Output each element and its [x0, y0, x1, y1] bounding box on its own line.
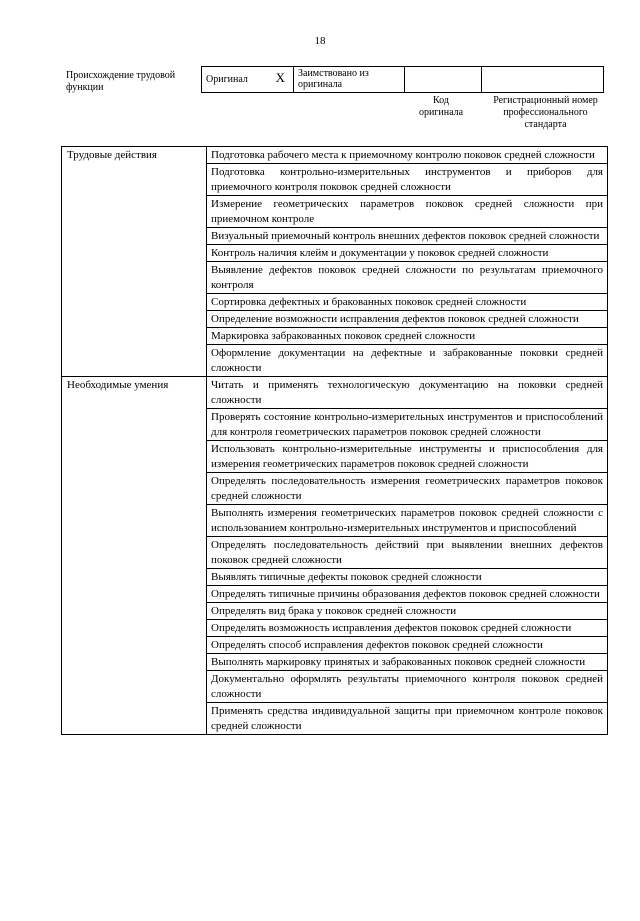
section-item: Сортировка дефектных и бракованных поковок средней сложности — [207, 294, 608, 311]
reg-number-cell — [482, 67, 604, 93]
section-item: Подготовка контрольно-измерительных инструментов и приборов для приемочного контроля поковок средней сложности — [207, 164, 608, 196]
section-item: Визуальный приемочный контроль внешних дефектов поковок средней сложности — [207, 228, 608, 245]
reg-number-caption: Регистрационный номер профессионального стандарта — [493, 95, 598, 130]
section-item: Подготовка рабочего места к приемочному контролю поковок средней сложности — [207, 147, 608, 164]
section-title: Трудовые действия — [62, 147, 207, 377]
section-item: Использовать контрольно-измерительные инструменты и приспособления для измерения геометрических параметров поковок средней сложности — [207, 441, 608, 473]
original-mark: X — [275, 70, 285, 85]
section-item: Применять средства индивидуальной защиты при приемочном контроле поковок средней сложности — [207, 703, 608, 735]
borrowed-cell — [294, 67, 405, 93]
original-code-cell — [405, 67, 482, 93]
section-item: Измерение геометрических параметров поковок средней сложности при приемочном контроле — [207, 196, 608, 228]
table-row — [62, 147, 608, 164]
section-item: Маркировка забракованных поковок средней сложности — [207, 328, 608, 345]
section-item: Определение возможности исправления дефектов поковок средней сложности — [207, 311, 608, 328]
function-table — [61, 146, 608, 735]
section-item: Определять последовательность действий при выявлении внешних дефектов поковок средней сложности — [207, 537, 608, 569]
section-item: Определять возможность исправления дефектов поковок средней сложности — [207, 620, 608, 637]
code-caption: Код оригинала — [418, 95, 464, 118]
section-item: Проверять состояние контрольно-измерительных инструментов и приспособлений для контроля геометрических параметров поковок средней сложности — [207, 409, 608, 441]
section-item: Определять последовательность измерения геометрических параметров поковок средней сложности — [207, 473, 608, 505]
section-item: Определять вид брака у поковок средней сложности — [207, 603, 608, 620]
section-item: Выполнять измерения геометрических параметров поковок средней сложности с использованием контрольно-измерительных инструментов и приспособлений — [207, 505, 608, 537]
section-item: Читать и применять технологическую документацию на поковки средней сложности — [207, 377, 608, 409]
section-item: Выявлять типичные дефекты поковок средней сложности — [207, 569, 608, 586]
section-item: Выявление дефектов поковок средней сложности по результатам приемочного контроля — [207, 262, 608, 294]
table-row — [62, 377, 608, 409]
section-item: Документально оформлять результаты приемочного контроля поковок средней сложности — [207, 671, 608, 703]
section-item: Оформление документации на дефектные и забракованные поковки средней сложности — [207, 345, 608, 377]
section-item: Определять способ исправления дефектов поковок средней сложности — [207, 637, 608, 654]
original-label: Оригинал — [206, 74, 248, 85]
origin-table — [201, 66, 604, 93]
section-item: Контроль наличия клейм и документации у поковок средней сложности — [207, 245, 608, 262]
section-title: Необходимые умения — [62, 377, 207, 735]
origin-label: Происхождение трудовой функции — [66, 70, 176, 93]
section-item: Определять типичные причины образования дефектов поковок средней сложности — [207, 586, 608, 603]
original-cell — [202, 67, 294, 93]
borrowed-label: Заимствовано из оригинала — [298, 68, 369, 90]
page-number: 18 — [314, 35, 326, 47]
section-item: Выполнять маркировку принятых и забракованных поковок средней сложности — [207, 654, 608, 671]
